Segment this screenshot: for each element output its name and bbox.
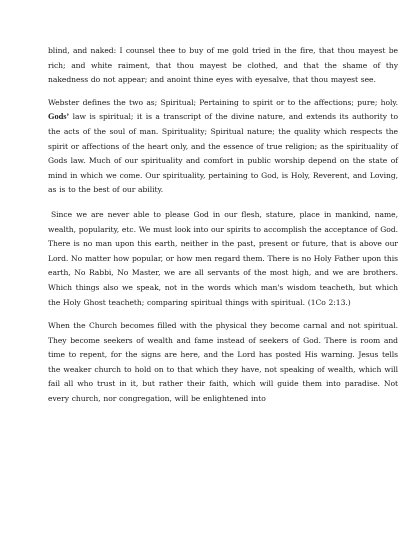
paragraph-carnal-church: When the Church becomes filled with the physical they become carnal and not spiritual. They become seekers of wealth and fame instead of seekers of God. There is room and time to repent, for the signs are here, and the Lord has posted His warning. Jesus tells the weaker church to hold on to that which they have, not speaking of wealth, which will fail all who trust in it, but rather their faith, which will guide them into paradise. Not every church, nor congregation, will be enlightened into	[48, 321, 398, 404]
paragraph-webster-definition	[48, 96, 398, 198]
document-page	[48, 44, 398, 407]
gods-emphasis: Gods’	[48, 112, 70, 122]
paragraph-acceptance-of-god: Since we are never able to please God in our flesh, stature, place in mankind, name, wealth, popularity, etc. We must look into our spirits to accomplish the acceptance of God. There is no man upon this earth, neither in the past, present or future, that is above our Lord. No matter how popular, or how men regard them. There is no Holy Father upon this earth, No Rabbi, No Master, we are all servants of the most high, and we are brothers. Which things also we speak, not in the words which man's wisdom teacheth, but which the Holy Ghost teacheth; comparing spiritual things with spiritual. (1Co 2:13.)	[48, 209, 398, 307]
definition-text-after: law is spiritual; it is a transcript of the divine nature, and extends its authority to the acts of the soul of man. Spirituality; Spiritual nature; the quality which respects the spirit or affections of the heart only, and the essence of true religion; as the spirituality of Gods law. Much of our spirituality and comfort in public worship depend on the state of mind in which we come. Our spirituality, pertaining to God, is Holy, Reverent, and Loving, as is to the best of our ability.	[48, 112, 398, 195]
definition-text-before: Webster defines the two as; Spiritual; Pertaining to spirit or to the affections; pure; holy.	[48, 97, 398, 107]
paragraph-laodicea-counsel: blind, and naked: I counsel thee to buy of me gold tried in the fire, that thou mayest be rich; and white raiment, that thou mayest be clothed, and that the shame of thy nakedness do not appear; and anoint thine eyes with eyesalve, that thou mayest see.	[48, 46, 398, 85]
